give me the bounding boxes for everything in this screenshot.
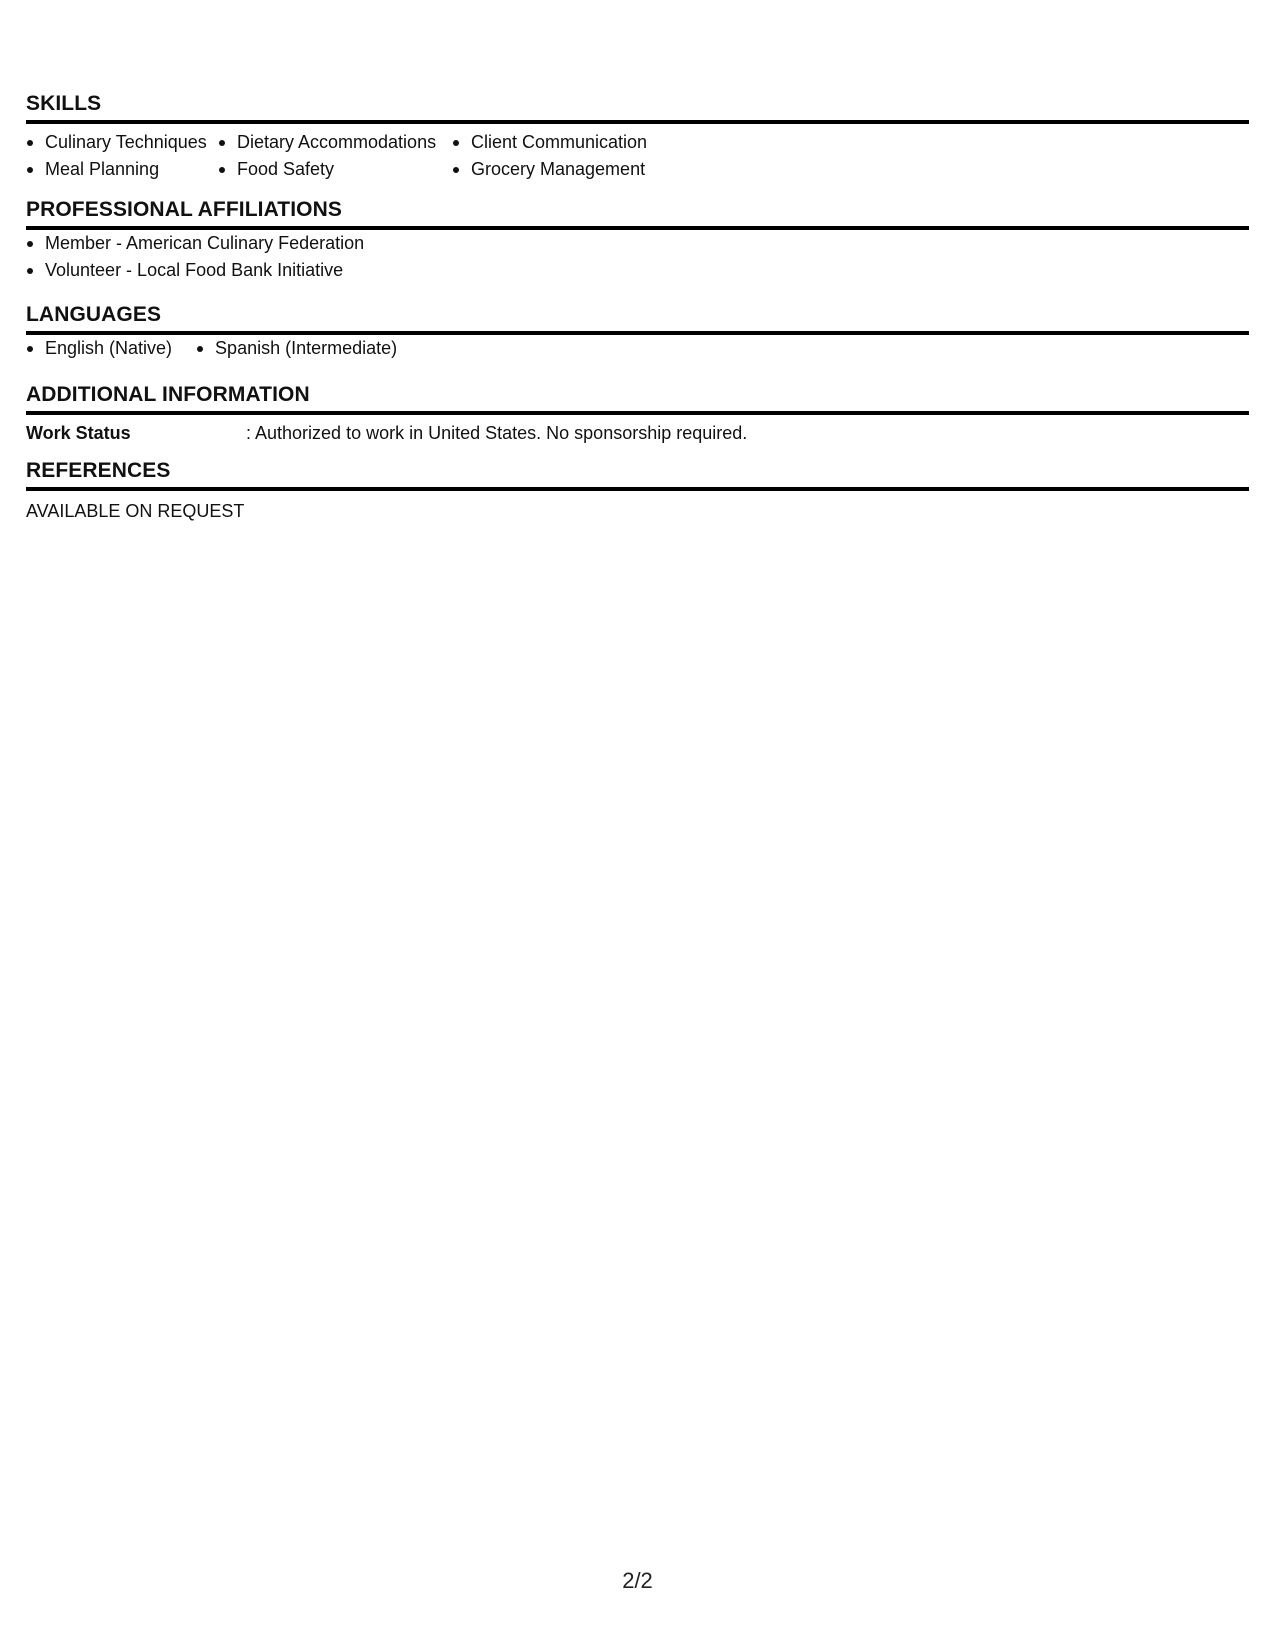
section-heading-languages: LANGUAGES [26,303,1249,335]
additional-info-section [26,383,1249,445]
affiliations-section [26,198,1249,284]
section-heading-affiliations: PROFESSIONAL AFFILIATIONS [26,198,1249,230]
affiliation-item: Member - American Culinary Federation [26,230,1249,257]
language-item: Spanish (Intermediate) [196,335,397,362]
skills-column-2 [218,129,452,183]
skill-item: Dietary Accommodations [218,129,452,156]
section-heading-additional-info: ADDITIONAL INFORMATION [26,383,1249,415]
skill-item: Food Safety [218,156,452,183]
skill-item: Culinary Techniques [26,129,218,156]
section-heading-skills: SKILLS [26,92,1249,124]
affiliation-item: Volunteer - Local Food Bank Initiative [26,257,1249,284]
work-status-row [26,421,1249,445]
languages-section [26,303,1249,362]
languages-list [26,335,1249,362]
references-section [26,459,1249,523]
skill-item: Client Communication [452,129,712,156]
skill-item: Meal Planning [26,156,218,183]
work-status-value: : Authorized to work in United States. No sponsorship required. [246,423,748,443]
skills-section [26,92,1249,183]
skills-column-1 [26,129,218,183]
resume-page [26,0,1249,1650]
page-number: 2/2 [622,1568,653,1593]
language-item: English (Native) [26,335,172,362]
references-text: AVAILABLE ON REQUEST [26,501,245,521]
skill-item: Grocery Management [452,156,712,183]
work-status-label: Work Status [26,423,131,443]
skills-grid [26,129,1249,183]
affiliations-list [26,230,1249,284]
skills-column-3 [452,129,712,183]
section-heading-references: REFERENCES [26,459,1249,491]
